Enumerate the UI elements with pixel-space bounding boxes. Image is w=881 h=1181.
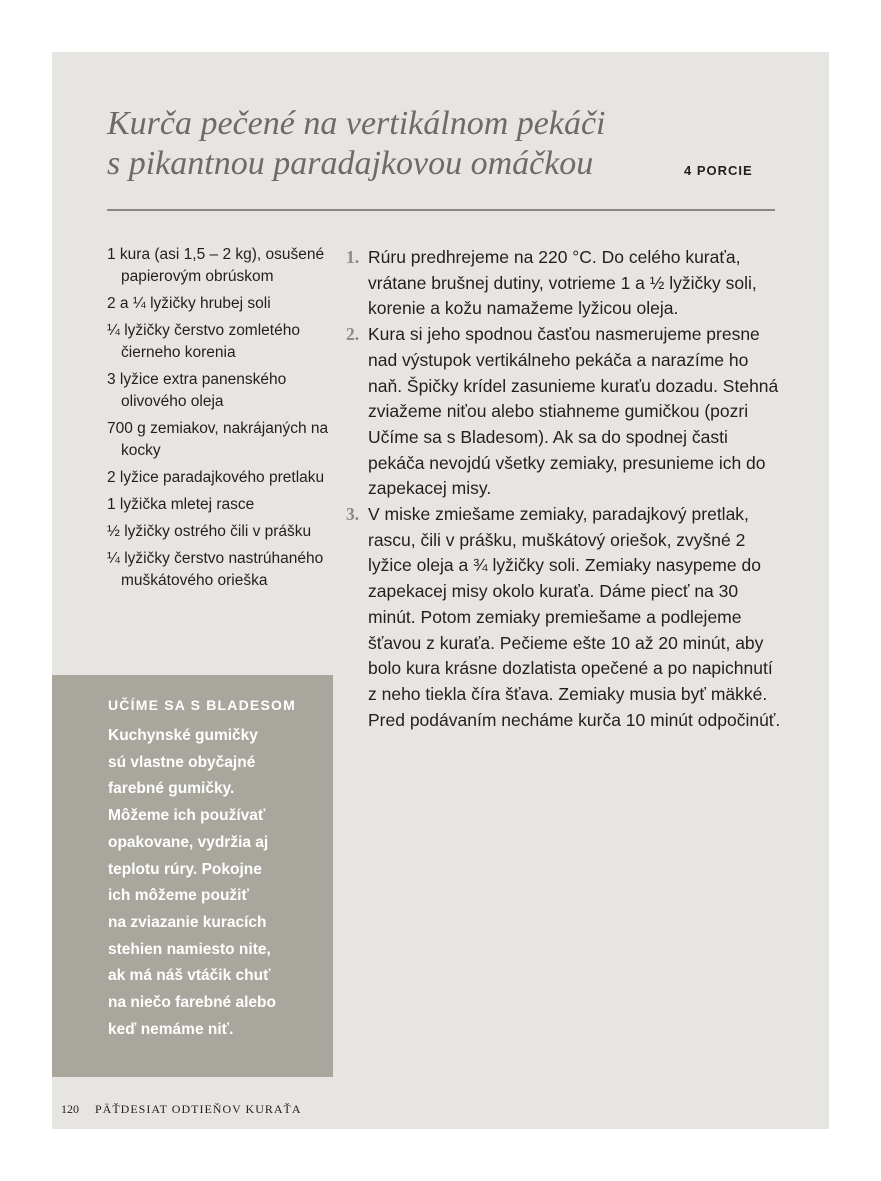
step-text: V miske zmiešame zemiaky, paradajkový pretlak, rascu, čili v prášku, muškátový oriešok, zvyšné 2 lyžice oleja a ¾ lyžičky soli. Zemiaky nasypeme do zapekacej misy okolo kuraťa. Dáme piecť na 30 minút. Potom zemiaky premiešame a podlejeme šťavou z kuraťa. Pečieme ešte 10 až 20 minút, aby bolo kura krásne dozlatista opečené a po napichnutí z neho tiekla číra šťava. Zemiaky musia byť mäkké. Pred podávaním necháme kurča 10 minút odpočinúť. — [368, 504, 781, 730]
step-number: 2. — [346, 324, 360, 345]
tip-heading: UČÍME SA S BLADESOM — [108, 697, 296, 713]
tip-line: keď nemáme niť. — [108, 1020, 234, 1038]
ingredient-list — [107, 244, 337, 597]
ingredient-item: ¼ lyžičky čerstvo nastrúhaného muškátového orieška — [107, 550, 324, 589]
instruction-step — [346, 245, 781, 322]
ingredient-item: 1 kura (asi 1,5 – 2 kg), osušené papierovým obrúskom — [107, 246, 325, 285]
tip-line: ich môžeme použiť — [108, 887, 249, 905]
tip-line: Môžeme ich používať — [108, 807, 266, 825]
tip-line: stehien namiesto nite, — [108, 940, 271, 958]
tip-line: Kuchynské gumičky — [108, 727, 258, 744]
ingredient-item: 2 lyžice paradajkového pretlaku — [107, 469, 325, 486]
servings-label: 4 PORCIE — [684, 163, 753, 178]
ingredient-item: 2 a ¼ lyžičky hrubej soli — [107, 295, 271, 312]
instruction-step — [346, 502, 781, 733]
tip-text — [108, 723, 317, 1043]
instruction-steps — [346, 245, 781, 733]
recipe-title — [107, 104, 697, 184]
ingredient-item: ¼ lyžičky čerstvo zomletého čierneho korenia — [107, 322, 300, 361]
recipe-title-line-2: s pikantnou paradajkovou omáčkou — [107, 145, 594, 182]
step-text: Rúru predhrejeme na 220 °C. Do celého kuraťa, vrátane brušnej dutiny, votrieme 1 a ½ lyžičky soli, korenie a kožu namažeme lyžicou oleja. — [368, 247, 757, 319]
tip-line: farebné gumičky. — [108, 780, 235, 798]
instruction-step — [346, 322, 781, 502]
tip-line: na zviazanie kuracích — [108, 913, 267, 931]
title-divider — [107, 209, 775, 211]
page-footer — [61, 1102, 302, 1117]
ingredient-item: 3 lyžice extra panenského olivového oleja — [107, 371, 287, 410]
tip-line: ak má náš vtáčik chuť — [108, 967, 271, 985]
tip-line: opakovane, vydržia aj — [108, 833, 269, 851]
recipe-title-line-1: Kurča pečené na vertikálnom pekáči — [107, 105, 606, 142]
step-text: Kura si jeho spodnou časťou nasmerujeme presne nad výstupok vertikálneho pekáča a narazíme ho naň. Špičky krídel zasunieme kuraťu dozadu. Stehná zviažeme niťou alebo stiahneme gumičkou (pozri Učíme sa s Bladesom). Ak sa do spodnej časti pekáča nevojdú všetky zemiaky, presunieme ich do zapekacej misy. — [368, 324, 779, 499]
step-number: 3. — [346, 504, 360, 525]
page-number: 120 — [61, 1102, 79, 1116]
ingredient-item: 700 g zemiakov, nakrájaných na kocky — [107, 420, 329, 459]
tip-line: na niečo farebné alebo — [108, 994, 276, 1012]
page-panel — [52, 52, 829, 1129]
tip-line: teplotu rúry. Pokojne — [108, 860, 262, 878]
ingredient-item: ½ lyžičky ostrého čili v prášku — [107, 523, 312, 540]
tip-sidebar — [52, 675, 333, 1077]
tip-line: sú vlastne obyčajné — [108, 753, 256, 771]
running-title: PÄŤDESIAT ODTIEŇOV KURAŤA — [95, 1102, 302, 1116]
step-number: 1. — [346, 247, 360, 267]
ingredient-item: 1 lyžička mletej rasce — [107, 496, 255, 513]
